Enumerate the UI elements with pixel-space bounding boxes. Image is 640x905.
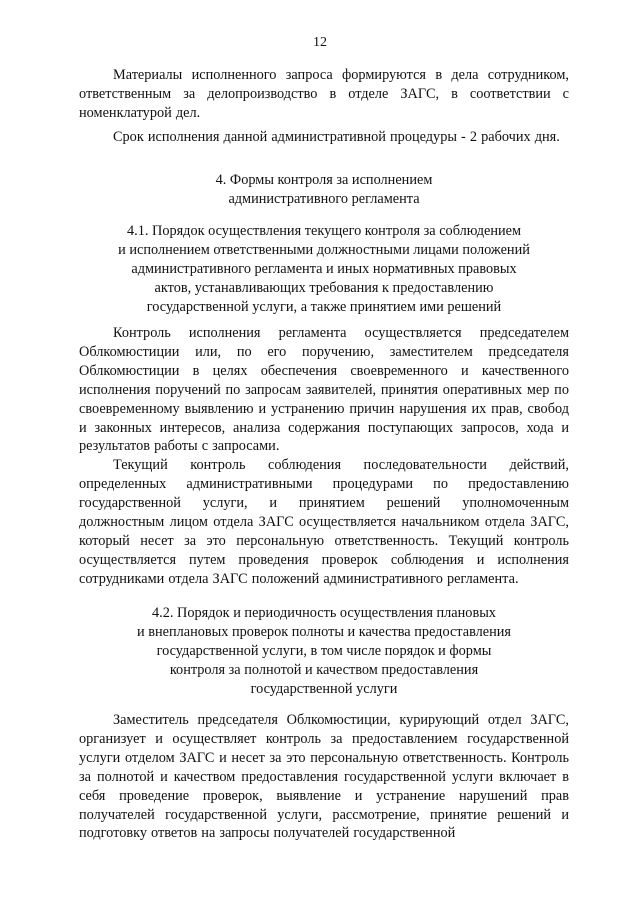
heading-line: 4. Формы контроля за исполнением xyxy=(215,172,433,188)
intro-paragraph-deadline: Срок исполнения данной административной процедуры - 2 рабочих дня. xyxy=(113,128,560,145)
heading-line: 4.2. Порядок и периодичность осуществления плановых xyxy=(152,605,496,621)
intro-block xyxy=(79,66,569,147)
heading-line: государственной услуги, в том числе порядок и формы xyxy=(156,642,492,659)
heading-line: 4.1. Порядок осуществления текущего контроля за соблюдением xyxy=(126,223,522,239)
section-4-2-heading xyxy=(79,604,569,699)
heading-line: административного регламента xyxy=(228,190,420,207)
section-4-heading xyxy=(79,171,569,209)
heading-line: государственной услуги xyxy=(250,680,398,697)
heading-line: и внеплановых проверок полноты и качества предоставления xyxy=(136,623,511,640)
heading-line: актов, устанавливающих требования к предоставлению xyxy=(154,279,494,296)
page-number: 12 xyxy=(313,35,327,50)
heading-line: контроля за полнотой и качеством предоставления xyxy=(169,661,479,678)
heading-line: и исполнением ответственными должностными лицами положений xyxy=(118,241,530,258)
section-4-1-heading xyxy=(79,222,569,317)
paragraph-current-control: Текущий контроль соблюдения последовательности действий, определенных административными процедурами по предоставлению государственной услуги, и принятием решений уполномоченным должностным лицом отдела ЗАГС осуществляется начальником отдела ЗАГС, который несет за это персональную ответственность. Текущий контроль осуществляется путем проведения проверок соблюдения и исполнения сотрудниками отдела ЗАГС положений административного регламента. xyxy=(79,457,569,587)
intro-paragraph-materials: Материалы исполненного запроса формируются в дела сотрудником, ответственным за делопроизводство в отделе ЗАГС, в соответствии с номенклатурой дел. xyxy=(79,67,569,121)
heading-line: административного регламента и иных нормативных правовых xyxy=(131,260,517,277)
paragraph-control-execution: Контроль исполнения регламента осуществляется председателем Облкомюстиции или, по его поручению, заместителем председателя Облкомюстиции в целях обеспечения своевременного и качественного исполнения поручений по запросам заявителей, принятия оперативных мер по своевременному выявлению и устранению причин нарушения их прав, свобод и законных интересов, анализа содержания поступающих запросов, хода и результатов работы с запросами. xyxy=(79,325,569,455)
section-4-1-body xyxy=(79,324,569,589)
paragraph-deputy-chairman: Заместитель председателя Облкомюстиции, курирующий отдел ЗАГС, организует и осуществляет контроль за предоставлением государственной услуги отделом ЗАГС и несет за это персональную ответственность. Контроль за полнотой и качеством предоставления государственной услуги включает в себя проведение проверок, выявление и устранение нарушений прав получателей государственной услуги, рассмотрение, принятие решений и подготовку ответов на запросы получателей государственной xyxy=(79,712,569,842)
section-4-2-body xyxy=(79,711,569,843)
heading-line: государственной услуги, а также принятием ими решений xyxy=(146,298,502,315)
